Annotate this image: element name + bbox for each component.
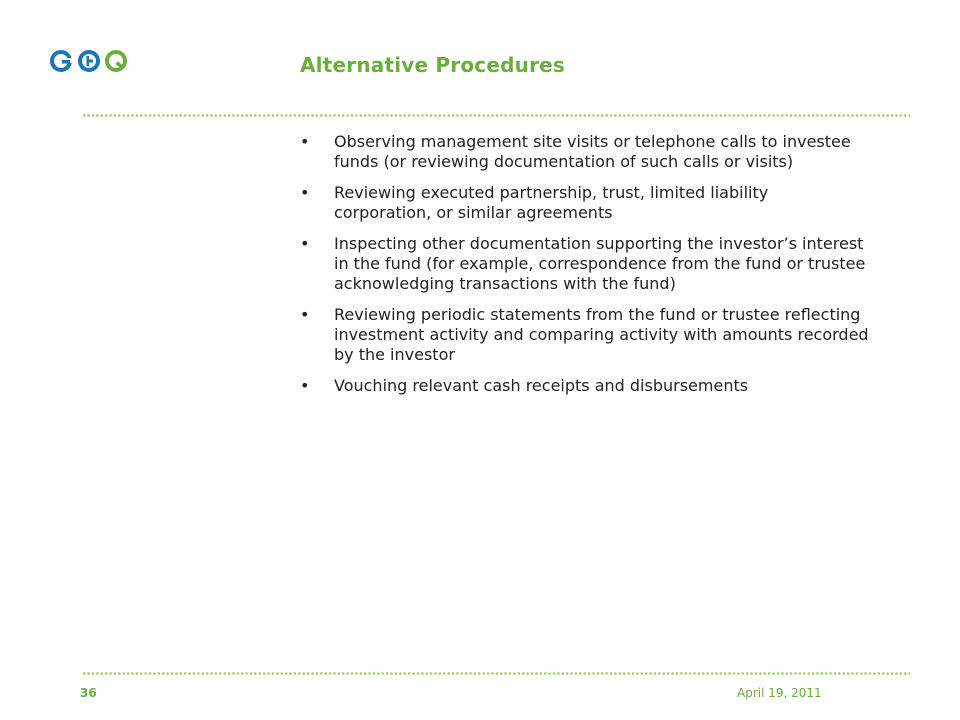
bullet-text: Observing management site visits or telephone calls to investee funds (or reviewing documentation of such calls or visits) xyxy=(334,132,851,171)
gbq-logo xyxy=(50,48,130,74)
page-number: 36 xyxy=(80,686,97,700)
bullet-dot-icon: • xyxy=(300,376,310,395)
bullet-text: Reviewing periodic statements from the fund or trustee reflecting investment activity and comparing activity with amounts recorded by the investor xyxy=(334,305,869,364)
bullet-item xyxy=(300,183,870,223)
bullet-item xyxy=(300,376,870,396)
bullet-item xyxy=(300,132,870,172)
bullet-text: Inspecting other documentation supporting the investor’s interest in the fund (for example, correspondence from the fund or trustee acknowledging transactions with the fund) xyxy=(334,234,866,293)
bullet-text: Vouching relevant cash receipts and disbursements xyxy=(334,376,749,395)
bottom-dotted-divider xyxy=(82,672,910,675)
bullet-item xyxy=(300,305,870,365)
bullet-dot-icon: • xyxy=(300,183,310,202)
bullet-list xyxy=(300,132,870,407)
bullet-dot-icon: • xyxy=(300,132,310,151)
bullet-dot-icon: • xyxy=(300,305,310,324)
bullet-item xyxy=(300,234,870,294)
bullet-text: Reviewing executed partnership, trust, limited liability corporation, or similar agreements xyxy=(334,183,769,222)
footer-date: April 19, 2011 xyxy=(737,686,822,700)
bullet-dot-icon: • xyxy=(300,234,310,253)
top-dotted-divider xyxy=(82,114,910,117)
slide-title: Alternative Procedures xyxy=(300,53,566,77)
